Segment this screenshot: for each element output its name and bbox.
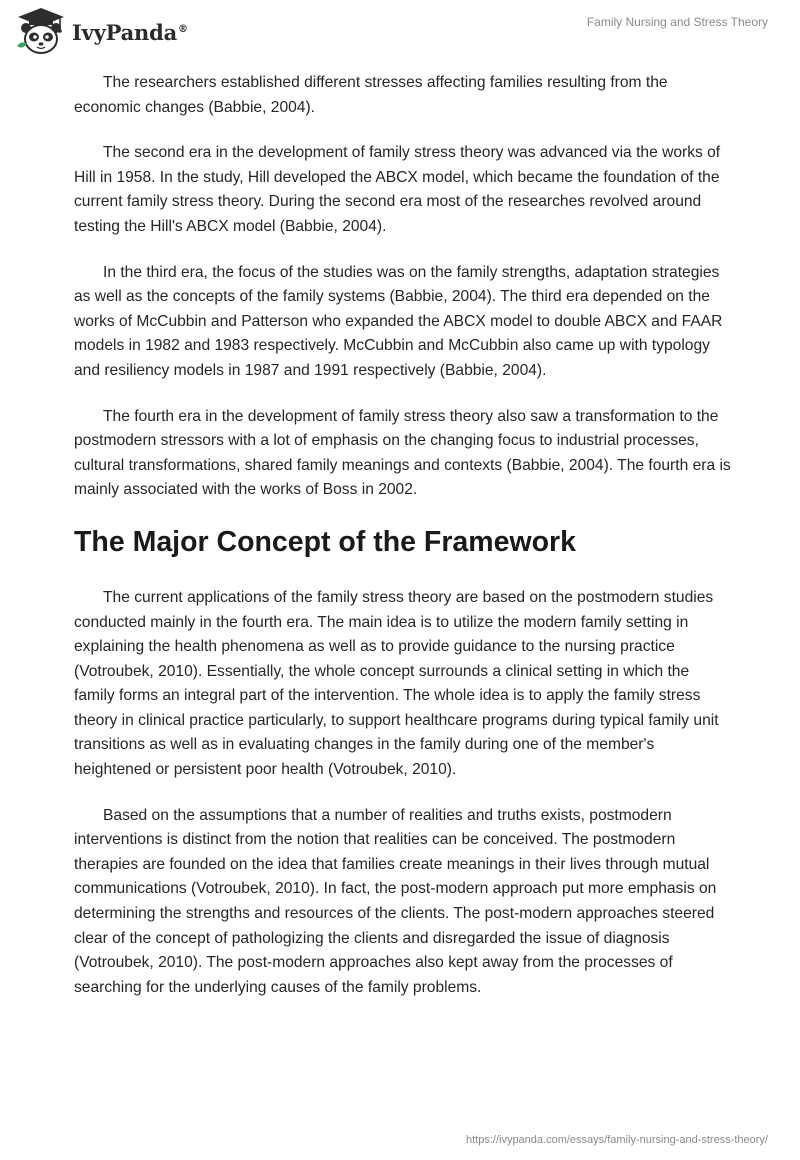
paragraph: Based on the assumptions that a number of realities and truths exists, postmodern interventions is distinct from the notion that realities can be conceived. The postmodern therapies are founded on the idea that families create meanings in their lives through mutual communications (Votroubek, 2010). In fact, the post-modern approach put more emphasis on determining the strengths and resources of the clients. The post-modern approaches steered clear of the concept of pathologizing the clients and disregarded the issue of diagnosis (Votroubek, 2010). The post-modern approaches also kept away from the processes of searching for the underlying causes of the family problems. xyxy=(74,806,717,996)
document-title: Family Nursing and Stress Theory xyxy=(586,15,768,29)
paragraph: The second era in the development of family stress theory was advanced via the works of Hill in 1958. In the study, Hill developed the ABCX model, which became the foundation of the current family stress theory. During the second era most of the researches revolved around testing the Hill's ABCX model (Babbie, 2004). xyxy=(74,144,721,235)
essay-content xyxy=(74,71,734,1021)
brand-name: IvyPanda® xyxy=(72,19,188,45)
paragraph: The researchers established different stresses affecting families resulting from the economic changes (Babbie, 2004). xyxy=(74,74,668,116)
page-header xyxy=(0,0,800,60)
section-heading: The Major Concept of the Framework xyxy=(74,525,576,558)
ivypanda-logo[interactable] xyxy=(14,6,188,56)
paragraph: In the third era, the focus of the studies was on the family strengths, adaptation strategies as well as the concepts of the family systems (Babbie, 2004). The third era depended on the works of McCubbin and Patterson who expanded the ABCX model to double ABCX and FAAR models in 1982 and 1983 respectively. McCubbin and McCubbin also came up with typology and resiliency models in 1987 and 1991 respectively (Babbie, 2004). xyxy=(74,263,723,379)
source-url[interactable]: https://ivypanda.com/essays/family-nursing-and-stress-theory/ xyxy=(465,1134,768,1146)
paragraph: The current applications of the family stress theory are based on the postmodern studies conducted mainly in the fourth era. The main idea is to utilize the modern family setting in explaining the health phenomena as well as to provide guidance to the nursing practice (Votroubek, 2010). Essentially, the whole concept surrounds a clinical setting in which the family forms an integral part of the intervention. The whole idea is to apply the family stress theory in clinical practice particularly, to support healthcare programs during typical family unit transitions as well as in evaluating changes in the family during one of the member's heightened or persistent poor health (Votroubek, 2010). xyxy=(74,588,719,779)
panda-graduate-icon xyxy=(14,6,68,56)
paragraph: The fourth era in the development of family stress theory also saw a transformation to the postmodern stressors with a lot of emphasis on the changing focus to industrial processes, cultural transformations, shared family meanings and contexts (Babbie, 2004). The fourth era is mainly associated with the works of Boss in 2002. xyxy=(74,407,731,499)
